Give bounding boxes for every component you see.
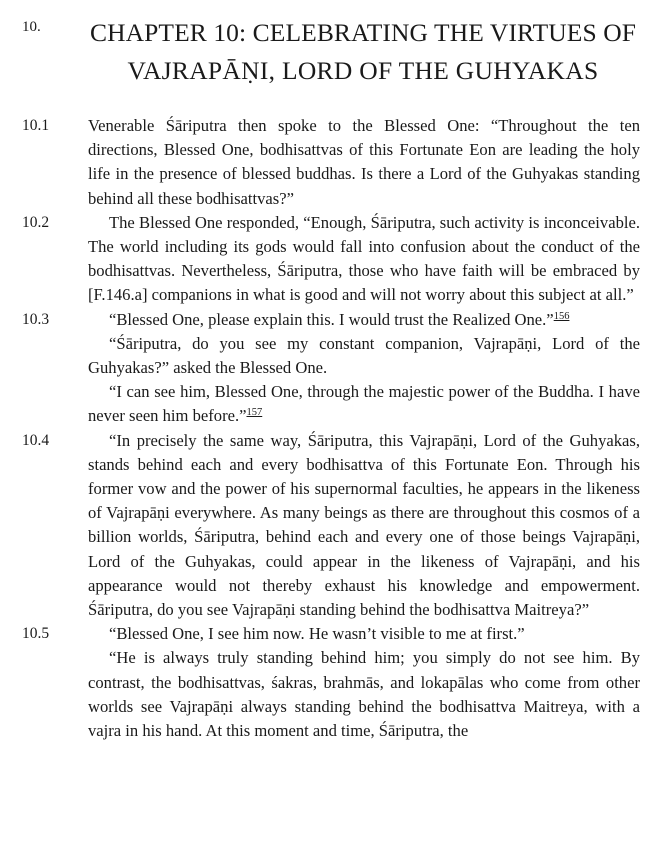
paragraph-text: “Śāriputra, do you see my constant companion, Vajrapāṇi, Lord of the Guhyakas?” asked the Blessed One. (88, 333, 640, 378)
chapter-title (70, 14, 656, 90)
section-10-3 (0, 308, 656, 429)
section-number: 10.1 (22, 117, 50, 134)
section-10-1 (0, 114, 656, 211)
section-10-5 (0, 622, 656, 743)
chapter-body (0, 114, 656, 743)
footnote-link-156[interactable]: 156 (553, 310, 570, 322)
section-number: 10.2 (22, 213, 50, 231)
paragraph-text: “I can see him, Blessed One, through the majestic power of the Buddha. I have never seen him before.” (88, 382, 640, 426)
paragraph-text: “He is always truly standing behind him; you simply do not see him. By contrast, the bodhisattvas, śakras, brahmās, and lokapālas who come from other worlds see Vajrapāṇi always standing behind the bodhisattva Maitreya, with a vajra in his hand. At this moment and time, Śāriputra, the (88, 648, 640, 741)
chapter-title-line-2: VAJRAPĀṆI, LORD OF THE GUHYAKAS (127, 56, 599, 85)
paragraph-text: “In precisely the same way, Śāriputra, this Vajrapāṇi, Lord of the Guhyakas, stands behind each and every bodhisattva of this Fortunate Eon. Through his former vow and the power of his supernormal faculties, he appears in the likeness of Vajrapāṇi everywhere. As many beings as there are throughout this cosmos of a billion worlds, Śāriputra, behind each and every one of those beings Vajrapāṇi, Lord of the Guhyakas, could appear in the likeness of Vajrapāṇi, and his appearance would not thereby exhaust his knowledge and empowerment. Śāriputra, do you see Vajrapāṇi standing behind the bodhisattva Maitreya?” (88, 430, 640, 620)
paragraph-text: Venerable Śāriputra then spoke to the Blessed One: “Throughout the ten directions, Blessed One, bodhisattvas of this Fortunate Eon are leading the holy life in the presence of blessed buddhas. Is there a Lord of the Guhyakas standing behind all these bodhisattvas?” (88, 116, 640, 208)
chapter-number: 10. (22, 19, 41, 35)
paragraph (88, 114, 640, 211)
paragraph (88, 211, 640, 308)
paragraph (88, 332, 640, 380)
paragraph-text: “Blessed One, I see him now. He wasn’t visible to me at first.” (109, 624, 525, 644)
section-10-4 (0, 429, 656, 623)
section-10-2 (0, 211, 656, 308)
section-number: 10.4 (22, 431, 50, 449)
paragraph (88, 308, 640, 332)
paragraph-text: The Blessed One responded, “Enough, Śāriputra, such activity is inconceivable. The world including its gods would fall into confusion about the conduct of the bodhisattvas. Nevertheless, Śāriputra, those who have faith will be embraced by [F.146.a] companions in what is good and will not worry about this subject at all.” (88, 212, 640, 305)
section-number: 10.5 (22, 625, 50, 643)
paragraph-text: “Blessed One, please explain this. I would trust the Realized One.” (109, 309, 554, 329)
paragraph (88, 380, 640, 428)
paragraph (88, 646, 640, 743)
paragraph (88, 429, 640, 623)
chapter-title-line-1: CHAPTER 10: CELEBRATING THE VIRTUES OF (89, 18, 637, 47)
section-number: 10.3 (22, 310, 50, 328)
footnote-link-157[interactable]: 157 (246, 407, 263, 419)
paragraph (88, 622, 640, 646)
